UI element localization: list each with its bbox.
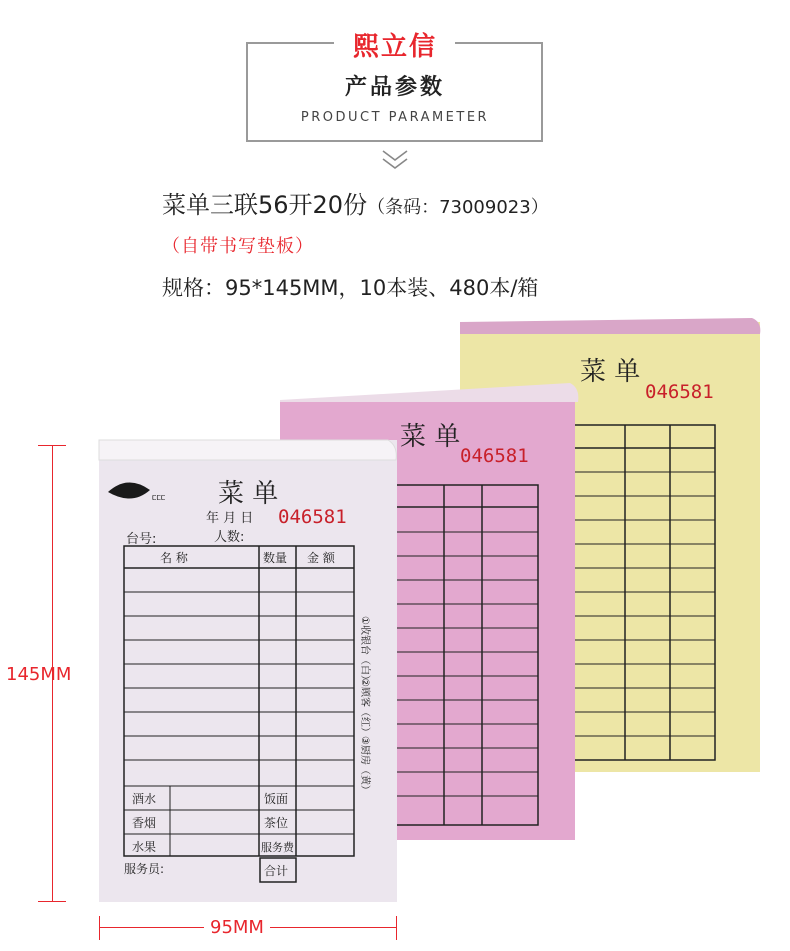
section-subtitle: PRODUCT PARAMETER [300,110,490,125]
copy-label-1: ②顾客（红） [359,678,370,737]
brand-name: 熙立信 [352,32,437,62]
white-pad-serial: 046581 [278,506,347,528]
yellow-pad-serial: 046581 [645,381,714,403]
section-title: 产品参数 [344,75,445,100]
server-label: 服务员: [124,862,165,876]
col-name-header: 名 称 [160,551,188,565]
height-dimension-cap-top [38,445,66,446]
extra-right-0: 饭面 [264,792,289,806]
width-dimension-label: 95MM [204,917,270,938]
width-dimension-cap-right [396,916,397,940]
product-spec: 规格：95*145MM，10本装、480本/箱 [162,276,539,300]
pink-pad-serial: 046581 [460,445,529,467]
copy-label-0: ①收银台（白） [359,616,370,685]
white-menu-pad [99,440,397,902]
extra-right-1: 茶位 [264,816,289,830]
product-note: （自带书写垫板） [162,236,314,257]
height-dimension-label: 145MM [6,664,72,685]
col-amount-header: 金 额 [307,551,335,565]
product-barcode: （条码：73009023） [367,197,549,218]
white-pad-table-no: 台号: [126,532,157,547]
white-pad-people: 人数: [214,530,245,545]
extra-left-0: 酒水 [132,792,157,806]
yellow-pad-title: 菜 单 [580,357,641,387]
product-name: 菜单三联56开20份 [162,191,368,219]
extra-left-1: 香烟 [132,816,157,830]
height-dimension-cap-bottom [38,901,66,902]
white-pad-title: 菜 单 [218,479,279,509]
extra-left-2: 水果 [132,840,157,854]
copy-label-2: ③厨房（黄） [359,736,370,795]
extra-right-3: 合计 [264,864,289,878]
col-qty-header: 数量 [263,551,288,565]
extra-right-2: 服务费 [261,841,294,854]
width-dimension-cap-left [99,916,100,940]
white-pad-date: 年 月 日 [206,511,254,526]
svg-text:ᥴᥴᥴ: ᥴᥴᥴ [152,493,166,503]
pink-pad-title: 菜 单 [400,422,461,452]
